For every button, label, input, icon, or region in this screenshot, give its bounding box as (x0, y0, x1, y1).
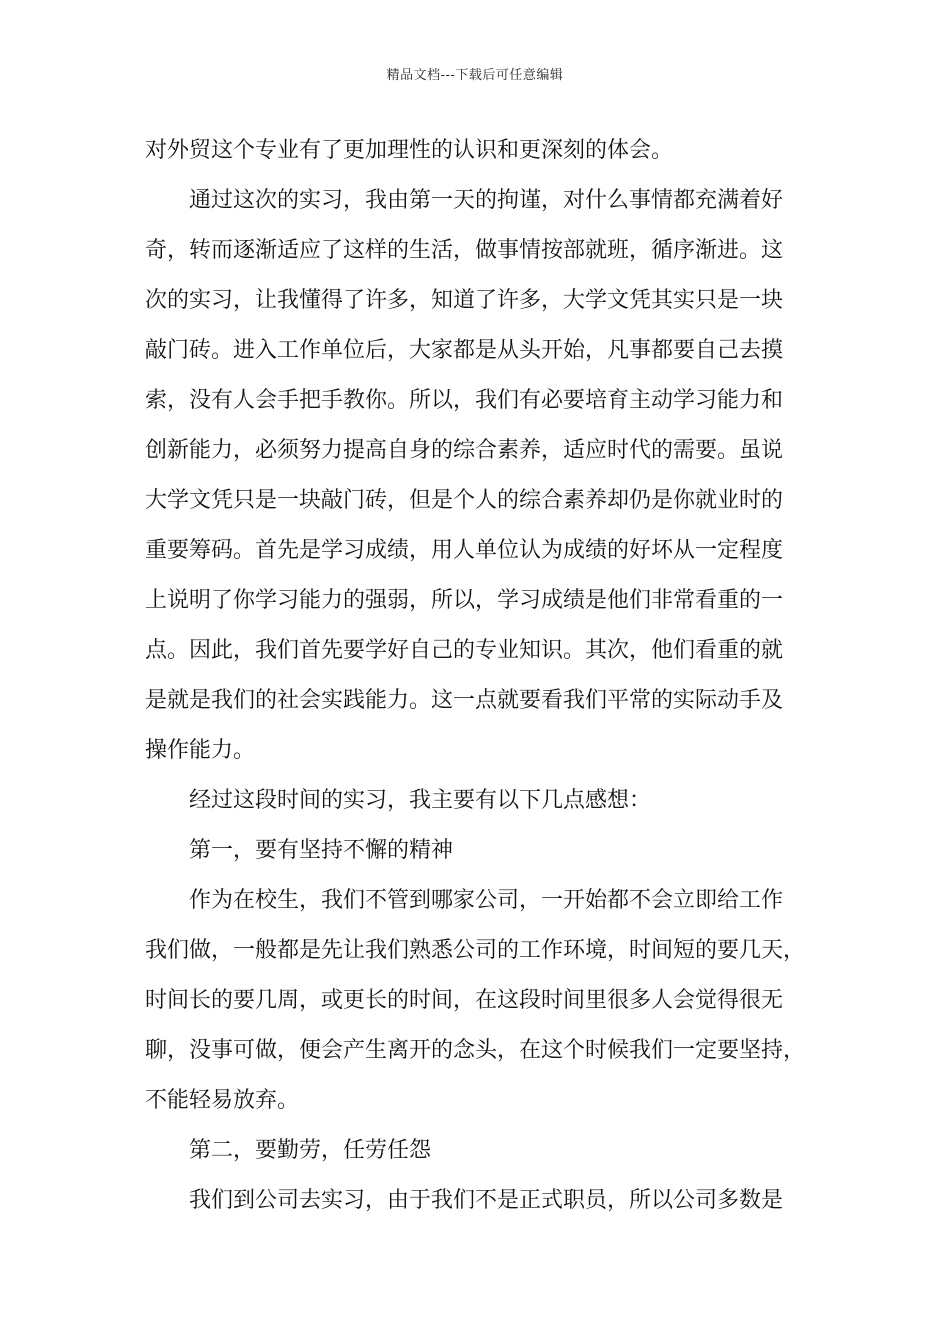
text-line: 是就是我们的社会实践能力。这一点就要看我们平常的实际动手及 (145, 688, 784, 713)
text-line: 我们做，一般都是先让我们熟悉公司的工作环境，时间短的要几天， (145, 938, 806, 963)
text-line: 第一，要有坚持不懈的精神 (189, 838, 454, 863)
text-line: 重要筹码。首先是学习成绩，用人单位认为成绩的好坏从一定程度 (145, 538, 784, 563)
text-line: 时间长的要几周，或更长的时间，在这段时间里很多人会觉得很无 (145, 988, 784, 1013)
text-line: 敲门砖。进入工作单位后，大家都是从头开始，凡事都要自己去摸 (145, 338, 784, 363)
page-header: 精品文档---下载后可任意编辑 (386, 68, 564, 83)
text-line: 创新能力，必须努力提高自身的综合素养，适应时代的需要。虽说 (145, 438, 784, 463)
text-line: 第二，要勤劳，任劳任怨 (189, 1138, 432, 1163)
text-line: 通过这次的实习，我由第一天的拘谨，对什么事情都充满着好 (189, 188, 784, 213)
text-line: 对外贸这个专业有了更加理性的认识和更深刻的体会。 (145, 138, 674, 163)
text-line: 操作能力。 (145, 738, 256, 763)
text-line: 经过这段时间的实习，我主要有以下几点感想： (189, 788, 652, 813)
text-line: 不能轻易放弃。 (145, 1088, 300, 1113)
text-line: 聊，没事可做，便会产生离开的念头，在这个时候我们一定要坚持， (145, 1038, 806, 1063)
text-line: 点。因此，我们首先要学好自己的专业知识。其次，他们看重的就 (145, 638, 784, 663)
text-line: 奇，转而逐渐适应了这样的生活，做事情按部就班，循序渐进。这 (145, 238, 784, 263)
text-line: 索，没有人会手把手教你。所以，我们有必要培育主动学习能力和 (145, 388, 784, 413)
text-line: 作为在校生，我们不管到哪家公司，一开始都不会立即给工作 (189, 888, 784, 913)
text-line: 次的实习，让我懂得了许多，知道了许多，大学文凭其实只是一块 (145, 288, 784, 313)
text-line: 大学文凭只是一块敲门砖，但是个人的综合素养却仍是你就业时的 (145, 488, 784, 513)
document-body (145, 126, 815, 1226)
text-line: 我们到公司去实习，由于我们不是正式职员，所以公司多数是 (189, 1188, 784, 1213)
text-line: 上说明了你学习能力的强弱，所以，学习成绩是他们非常看重的一 (145, 588, 784, 613)
